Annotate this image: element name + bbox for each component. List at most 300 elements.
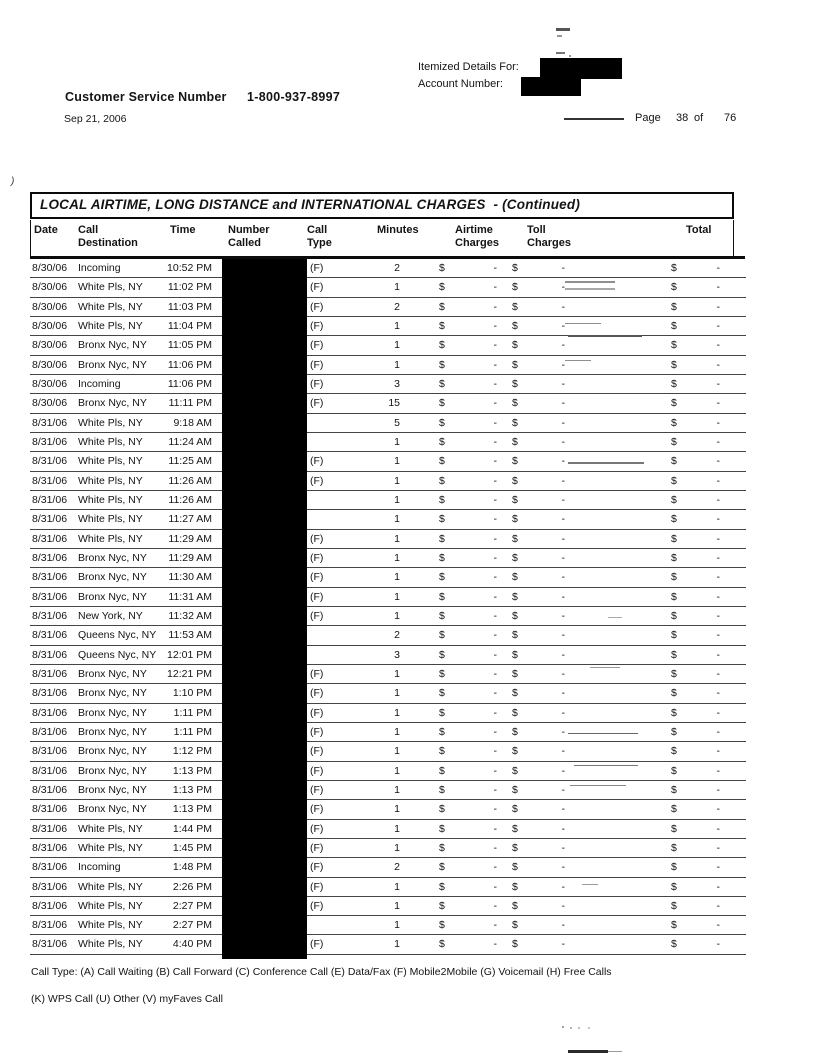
cell-time: 11:05 PM: [167, 339, 212, 352]
cell-toll-amount: -: [561, 262, 565, 274]
cell-toll-currency: $: [512, 899, 518, 912]
cell-call-type: (F): [310, 339, 324, 352]
cell-call-type: (F): [310, 841, 324, 854]
table-row: [30, 394, 746, 413]
col-header-line: Charges: [455, 237, 500, 249]
cell-toll-currency: $: [512, 590, 518, 603]
cell-toll-currency: $: [512, 262, 518, 274]
cell-total-currency: $: [671, 493, 677, 506]
col-header-toll-charges: [527, 224, 571, 250]
cell-date: 8/30/06: [32, 262, 68, 274]
cell-total-currency: $: [671, 474, 677, 487]
cell-airtime-amount: -: [493, 841, 497, 854]
table-row: [30, 356, 746, 375]
cell-total-currency: $: [671, 745, 677, 758]
cell-total-amount: -: [716, 919, 720, 932]
cell-date: 8/31/06: [32, 938, 68, 951]
scan-artifact: [608, 1051, 622, 1052]
cell-call-type: (F): [310, 300, 324, 313]
cell-date: 8/31/06: [32, 455, 68, 468]
cell-airtime-amount: -: [493, 339, 497, 352]
cell-airtime-amount: -: [493, 648, 497, 661]
cell-airtime-currency: $: [439, 551, 445, 564]
cell-toll-amount: -: [561, 667, 565, 680]
cell-minutes: 1: [394, 551, 400, 564]
cell-minutes: 1: [394, 358, 400, 371]
call-rows: [30, 259, 746, 955]
cell-time: 1:12 PM: [172, 745, 212, 758]
cell-call-destination: White Pls, NY: [78, 416, 143, 429]
cell-airtime-amount: -: [493, 861, 497, 874]
col-header-line: Call: [307, 224, 328, 236]
cell-call-destination: White Pls, NY: [78, 281, 143, 294]
cell-toll-currency: $: [512, 281, 518, 294]
table-row: [30, 742, 746, 761]
table-row: [30, 839, 746, 858]
cell-call-destination: Bronx Nyc, NY: [78, 339, 147, 352]
cell-total-currency: $: [671, 532, 677, 545]
cell-time: 11:27 AM: [168, 513, 212, 526]
cell-total-currency: $: [671, 783, 677, 796]
cell-time: 11:29 AM: [168, 551, 212, 564]
cell-toll-currency: $: [512, 803, 518, 816]
cell-airtime-amount: -: [493, 455, 497, 468]
cell-toll-currency: $: [512, 861, 518, 874]
cell-airtime-currency: $: [439, 822, 445, 835]
cell-date: 8/31/06: [32, 629, 68, 642]
cell-call-destination: White Pls, NY: [78, 841, 143, 854]
table-row: [30, 317, 746, 336]
cell-minutes: 1: [394, 764, 400, 777]
cell-toll-currency: $: [512, 571, 518, 584]
cell-toll-amount: -: [561, 841, 565, 854]
cell-call-type: (F): [310, 455, 324, 468]
cell-call-destination: White Pls, NY: [78, 938, 143, 951]
col-header-minutes: Minutes: [377, 224, 419, 236]
cell-total-amount: -: [716, 455, 720, 468]
table-row: [30, 588, 746, 607]
cell-minutes: 1: [394, 880, 400, 893]
cell-call-destination: Queens Nyc, NY: [78, 629, 157, 642]
cell-call-destination: Queens Nyc, NY: [78, 648, 157, 661]
cell-time: 11:03 PM: [167, 300, 212, 313]
cell-date: 8/30/06: [32, 358, 68, 371]
cell-airtime-amount: -: [493, 262, 497, 274]
call-type-legend-line2: (K) WPS Call (U) Other (V) myFaves Call: [31, 993, 223, 1005]
cell-minutes: 1: [394, 319, 400, 332]
cell-total-amount: -: [716, 861, 720, 874]
cell-call-destination: Bronx Nyc, NY: [78, 803, 147, 816]
cell-total-amount: -: [716, 648, 720, 661]
cell-airtime-amount: -: [493, 745, 497, 758]
cell-airtime-amount: -: [493, 319, 497, 332]
cell-minutes: 1: [394, 532, 400, 545]
cell-time: 11:30 AM: [168, 571, 212, 584]
table-row: [30, 646, 746, 665]
table-row: [30, 452, 746, 471]
cell-date: 8/31/06: [32, 764, 68, 777]
table-row: [30, 278, 746, 297]
cell-toll-currency: $: [512, 551, 518, 564]
table-row: [30, 626, 746, 645]
cell-call-type: (F): [310, 861, 324, 874]
cell-airtime-amount: -: [493, 822, 497, 835]
cell-total-amount: -: [716, 532, 720, 545]
cell-call-type: (F): [310, 397, 324, 410]
scan-artifact: [568, 1050, 608, 1053]
cell-call-type: (F): [310, 474, 324, 487]
cell-airtime-currency: $: [439, 803, 445, 816]
table-row: [30, 704, 746, 723]
cell-call-type: (F): [310, 764, 324, 777]
cell-time: 11:26 AM: [168, 493, 212, 506]
cell-date: 8/31/06: [32, 880, 68, 893]
cell-call-destination: Incoming: [78, 861, 121, 874]
cell-minutes: 1: [394, 455, 400, 468]
cell-toll-amount: -: [561, 919, 565, 932]
cell-toll-amount: -: [561, 300, 565, 313]
cell-airtime-currency: $: [439, 667, 445, 680]
cell-minutes: 1: [394, 281, 400, 294]
cell-airtime-amount: -: [493, 377, 497, 390]
cell-time: 11:53 AM: [168, 629, 212, 642]
cell-airtime-currency: $: [439, 262, 445, 274]
cell-minutes: 1: [394, 513, 400, 526]
cell-airtime-currency: $: [439, 841, 445, 854]
cell-total-currency: $: [671, 339, 677, 352]
cell-airtime-currency: $: [439, 783, 445, 796]
cell-airtime-currency: $: [439, 474, 445, 487]
cell-call-type: (F): [310, 358, 324, 371]
cell-date: 8/31/06: [32, 803, 68, 816]
cell-toll-amount: -: [561, 803, 565, 816]
customer-service-number: 1-800-937-8997: [247, 90, 341, 104]
cell-toll-amount: -: [561, 474, 565, 487]
cell-airtime-amount: -: [493, 725, 497, 738]
cell-date: 8/31/06: [32, 919, 68, 932]
cell-toll-amount: -: [561, 319, 565, 332]
cell-airtime-currency: $: [439, 513, 445, 526]
page-label: Page: [635, 112, 661, 124]
cell-time: 2:27 PM: [172, 899, 212, 912]
cell-airtime-currency: $: [439, 532, 445, 545]
cell-airtime-amount: -: [493, 938, 497, 951]
cell-toll-currency: $: [512, 667, 518, 680]
cell-total-currency: $: [671, 551, 677, 564]
cell-total-currency: $: [671, 590, 677, 603]
cell-total-currency: $: [671, 262, 677, 274]
cell-call-destination: White Pls, NY: [78, 319, 143, 332]
cell-time: 11:11 PM: [168, 397, 212, 410]
cell-total-currency: $: [671, 513, 677, 526]
cell-airtime-amount: -: [493, 571, 497, 584]
cell-toll-currency: $: [512, 377, 518, 390]
cell-toll-amount: -: [561, 513, 565, 526]
table-header-row: [30, 220, 734, 256]
cell-airtime-currency: $: [439, 899, 445, 912]
table-row: [30, 433, 746, 452]
cell-minutes: 1: [394, 435, 400, 448]
cell-date: 8/30/06: [32, 397, 68, 410]
cell-total-currency: $: [671, 861, 677, 874]
col-header-line: Called: [228, 237, 262, 249]
cell-total-amount: -: [716, 667, 720, 680]
redacted-account-holder: [540, 58, 622, 79]
col-header-line: Destination: [78, 237, 138, 249]
cell-airtime-currency: $: [439, 648, 445, 661]
cell-minutes: 1: [394, 725, 400, 738]
cell-time: 11:32 AM: [168, 609, 212, 622]
cell-date: 8/31/06: [32, 667, 68, 680]
cell-minutes: 2: [394, 861, 400, 874]
cell-minutes: 1: [394, 822, 400, 835]
statement-date: Sep 21, 2006: [64, 113, 127, 125]
cell-total-currency: $: [671, 725, 677, 738]
cell-total-currency: $: [671, 435, 677, 448]
cell-call-destination: White Pls, NY: [78, 919, 143, 932]
cell-total-currency: $: [671, 938, 677, 951]
cell-total-currency: $: [671, 571, 677, 584]
cell-toll-amount: -: [561, 358, 565, 371]
cell-call-destination: New York, NY: [78, 609, 143, 622]
cell-toll-amount: -: [561, 455, 565, 468]
cell-airtime-currency: $: [439, 435, 445, 448]
cell-call-destination: White Pls, NY: [78, 532, 143, 545]
cell-total-currency: $: [671, 899, 677, 912]
page-rule-line: [564, 118, 624, 120]
table-row: [30, 897, 746, 916]
table-row: [30, 491, 746, 510]
cell-total-amount: -: [716, 609, 720, 622]
cell-call-destination: Bronx Nyc, NY: [78, 745, 147, 758]
scan-artifact: [556, 28, 570, 31]
cell-minutes: 3: [394, 377, 400, 390]
cell-call-destination: Bronx Nyc, NY: [78, 397, 147, 410]
cell-minutes: 15: [388, 397, 400, 410]
cell-total-amount: -: [716, 706, 720, 719]
table-row: [30, 530, 746, 549]
cell-call-destination: Bronx Nyc, NY: [78, 764, 147, 777]
cell-call-destination: White Pls, NY: [78, 474, 143, 487]
page-total: 76: [724, 112, 737, 124]
cell-toll-amount: -: [561, 880, 565, 893]
cell-toll-amount: -: [561, 435, 565, 448]
cell-time: 11:24 AM: [168, 435, 212, 448]
cell-airtime-amount: -: [493, 880, 497, 893]
cell-toll-amount: -: [561, 377, 565, 390]
cell-date: 8/31/06: [32, 783, 68, 796]
cell-airtime-currency: $: [439, 493, 445, 506]
table-row: [30, 298, 746, 317]
cell-total-currency: $: [671, 377, 677, 390]
cell-date: 8/31/06: [32, 474, 68, 487]
table-row: [30, 665, 746, 684]
page-of-label: of: [694, 112, 704, 124]
cell-toll-amount: -: [561, 725, 565, 738]
cell-airtime-amount: -: [493, 667, 497, 680]
col-header-line: Charges: [527, 237, 572, 249]
cell-toll-amount: -: [561, 339, 565, 352]
table-row: [30, 259, 746, 278]
cell-minutes: 1: [394, 899, 400, 912]
cell-total-currency: $: [671, 455, 677, 468]
cell-total-currency: $: [671, 841, 677, 854]
cell-call-destination: White Pls, NY: [78, 493, 143, 506]
cell-total-amount: -: [716, 803, 720, 816]
cell-minutes: 1: [394, 339, 400, 352]
cell-date: 8/31/06: [32, 725, 68, 738]
cell-airtime-currency: $: [439, 339, 445, 352]
cell-time: 11:26 AM: [168, 474, 212, 487]
cell-call-destination: Bronx Nyc, NY: [78, 725, 147, 738]
col-header-number-called: [228, 224, 270, 250]
cell-total-currency: $: [671, 416, 677, 429]
cell-call-destination: White Pls, NY: [78, 435, 143, 448]
cell-toll-amount: -: [561, 687, 565, 700]
cell-total-currency: $: [671, 358, 677, 371]
cell-airtime-currency: $: [439, 377, 445, 390]
cell-call-destination: White Pls, NY: [78, 455, 143, 468]
cell-toll-amount: -: [561, 590, 565, 603]
cell-minutes: 1: [394, 706, 400, 719]
cell-call-type: (F): [310, 687, 324, 700]
cell-call-destination: Bronx Nyc, NY: [78, 706, 147, 719]
cell-toll-currency: $: [512, 455, 518, 468]
cell-toll-currency: $: [512, 938, 518, 951]
cell-call-destination: White Pls, NY: [78, 880, 143, 893]
cell-call-type: (F): [310, 667, 324, 680]
cell-minutes: 1: [394, 938, 400, 951]
cell-toll-amount: -: [561, 938, 565, 951]
col-header-airtime-charges: [455, 224, 499, 250]
col-header-line: Airtime: [455, 224, 493, 236]
table-row: [30, 935, 746, 954]
cell-airtime-currency: $: [439, 629, 445, 642]
table-row: [30, 549, 746, 568]
cell-minutes: 5: [394, 416, 400, 429]
cell-time: 1:44 PM: [172, 822, 212, 835]
cell-call-type: (F): [310, 571, 324, 584]
cell-airtime-currency: $: [439, 590, 445, 603]
redacted-account-number: [521, 77, 581, 96]
cell-total-amount: -: [716, 262, 720, 274]
cell-toll-currency: $: [512, 783, 518, 796]
cell-toll-currency: $: [512, 841, 518, 854]
cell-minutes: 1: [394, 571, 400, 584]
cell-date: 8/31/06: [32, 571, 68, 584]
cell-total-amount: -: [716, 880, 720, 893]
cell-airtime-currency: $: [439, 455, 445, 468]
cell-minutes: 1: [394, 919, 400, 932]
cell-time: 1:45 PM: [172, 841, 212, 854]
cell-toll-currency: $: [512, 648, 518, 661]
cell-total-amount: -: [716, 397, 720, 410]
cell-toll-currency: $: [512, 319, 518, 332]
cell-call-destination: Incoming: [78, 262, 121, 274]
cell-total-amount: -: [716, 493, 720, 506]
cell-airtime-amount: -: [493, 358, 497, 371]
cell-minutes: 1: [394, 803, 400, 816]
table-row: [30, 375, 746, 394]
cell-airtime-amount: -: [493, 687, 497, 700]
scan-artifact: [556, 52, 565, 54]
cell-date: 8/31/06: [32, 513, 68, 526]
cell-airtime-amount: -: [493, 629, 497, 642]
cell-airtime-amount: -: [493, 513, 497, 526]
table-row: [30, 858, 746, 877]
cell-toll-amount: -: [561, 571, 565, 584]
cell-time: 9:18 AM: [173, 416, 212, 429]
cell-toll-currency: $: [512, 687, 518, 700]
table-row: [30, 723, 746, 742]
account-number-label: Account Number:: [418, 78, 503, 90]
cell-call-type: (F): [310, 706, 324, 719]
cell-total-currency: $: [671, 629, 677, 642]
cell-airtime-amount: -: [493, 609, 497, 622]
table-title: LOCAL AIRTIME, LONG DISTANCE and INTERNATIONAL CHARGES - (Continued): [40, 197, 581, 212]
cell-total-amount: -: [716, 551, 720, 564]
cell-total-amount: -: [716, 435, 720, 448]
cell-time: 4:40 PM: [172, 938, 212, 951]
table-row: [30, 414, 746, 433]
cell-call-destination: Bronx Nyc, NY: [78, 687, 147, 700]
cell-date: 8/31/06: [32, 532, 68, 545]
cell-total-amount: -: [716, 822, 720, 835]
cell-total-amount: -: [716, 725, 720, 738]
cell-date: 8/31/06: [32, 841, 68, 854]
cell-minutes: 3: [394, 648, 400, 661]
cell-airtime-currency: $: [439, 687, 445, 700]
cell-call-type: (F): [310, 590, 324, 603]
table-row: [30, 800, 746, 819]
cell-date: 8/31/06: [32, 435, 68, 448]
table-row: [30, 781, 746, 800]
cell-call-type: (F): [310, 803, 324, 816]
cell-time: 11:31 AM: [168, 590, 212, 603]
cell-date: 8/31/06: [32, 745, 68, 758]
cell-total-amount: -: [716, 783, 720, 796]
cell-total-amount: -: [716, 899, 720, 912]
cell-time: 11:04 PM: [167, 319, 212, 332]
cell-call-destination: Bronx Nyc, NY: [78, 590, 147, 603]
cell-call-type: (F): [310, 899, 324, 912]
table-row: [30, 336, 746, 355]
cell-toll-amount: -: [561, 648, 565, 661]
cell-total-currency: $: [671, 803, 677, 816]
cell-toll-amount: -: [561, 822, 565, 835]
cell-airtime-amount: -: [493, 281, 497, 294]
cell-toll-currency: $: [512, 532, 518, 545]
col-header-call-type: [307, 224, 332, 250]
cell-airtime-currency: $: [439, 938, 445, 951]
cell-time: 12:21 PM: [167, 667, 212, 680]
cell-date: 8/30/06: [32, 281, 68, 294]
cell-minutes: 1: [394, 783, 400, 796]
cell-airtime-amount: -: [493, 706, 497, 719]
cell-date: 8/30/06: [32, 300, 68, 313]
col-header-call-destination: [78, 224, 138, 250]
cell-toll-amount: -: [561, 532, 565, 545]
col-header-time: Time: [170, 224, 196, 236]
cell-total-currency: $: [671, 648, 677, 661]
cell-time: 10:52 PM: [167, 262, 212, 274]
page-current: 38: [676, 112, 689, 124]
cell-date: 8/31/06: [32, 706, 68, 719]
table-row: [30, 510, 746, 529]
cell-minutes: 2: [394, 262, 400, 274]
cell-total-amount: -: [716, 590, 720, 603]
cell-minutes: 2: [394, 300, 400, 313]
